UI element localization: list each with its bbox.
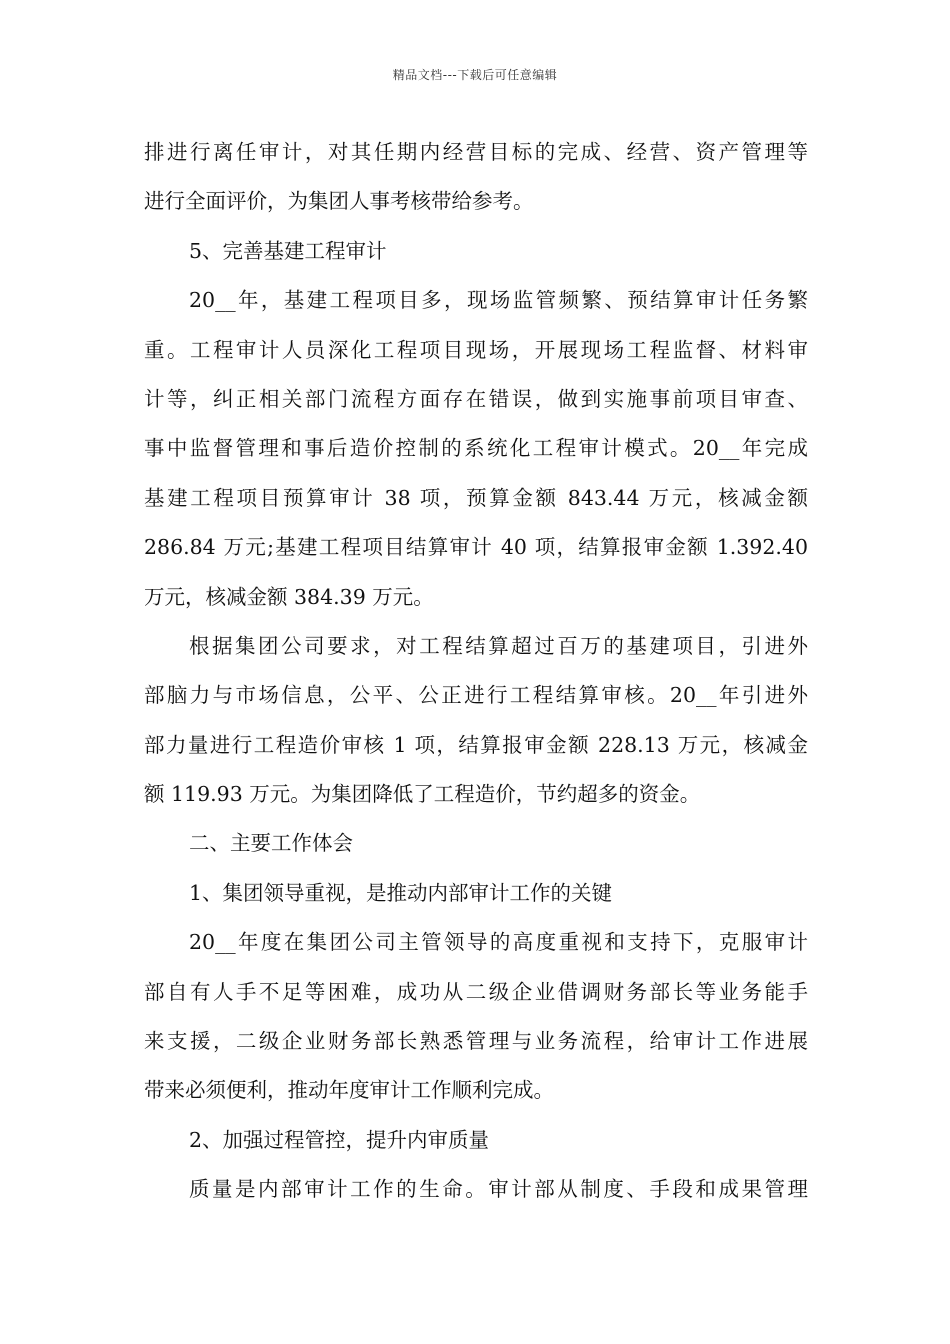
text-line: 带来必须便利，推动年度审计工作顺利完成。	[144, 1078, 554, 1103]
text-line: 20__年度在集团公司主管领导的高度重视和支持下，克服审计	[189, 930, 808, 955]
section-heading: 二、主要工作体会	[189, 831, 353, 856]
text-line: 事中监督管理和事后造价控制的系统化工程审计模式。20__年完成	[144, 436, 808, 461]
page-header: 精品文档---下载后可任意编辑	[392, 68, 558, 82]
text-line: 部自有人手不足等困难，成功从二级企业借调财务部长等业务能手	[144, 979, 808, 1004]
text-line: 进行全面评价，为集团人事考核带给参考。	[144, 189, 534, 214]
text-line: 额 119.93 万元。为集团降低了工程造价，节约超多的资金。	[144, 782, 701, 807]
text-line: 重。工程审计人员深化工程项目现场，开展现场工程监督、材料审	[144, 337, 808, 362]
section-heading: 1、集团领导重视，是推动内部审计工作的关键	[189, 880, 613, 905]
text-line: 部力量进行工程造价审核 1 项，结算报审金额 228.13 万元，核减金	[144, 732, 808, 757]
document-body	[144, 128, 808, 1215]
text-line: 基建工程项目预算审计 38 项，预算金额 843.44 万元，核减金额	[144, 485, 808, 510]
text-line: 部脑力与市场信息，公平、公正进行工程结算审核。20__年引进外	[144, 683, 808, 708]
text-line: 排进行离任审计，对其任期内经营目标的完成、经营、资产管理等	[144, 140, 808, 164]
section-heading: 5、完善基建工程审计	[189, 238, 387, 263]
text-line: 20__年，基建工程项目多，现场监管频繁、预结算审计任务繁	[189, 288, 808, 313]
text-line: 286.84 万元;基建工程项目结算审计 40 项，结算报审金额 1.392.40	[144, 535, 808, 560]
text-line: 来支援，二级企业财务部长熟悉管理与业务流程，给审计工作进展	[144, 1029, 808, 1054]
text-line: 计等，纠正相关部门流程方面存在错误，做到实施事前项目审查、	[144, 386, 808, 411]
text-line: 根据集团公司要求，对工程结算超过百万的基建项目，引进外	[189, 633, 808, 658]
text-line: 万元，核减金额 384.39 万元。	[144, 584, 434, 609]
text-line: 质量是内部审计工作的生命。审计部从制度、手段和成果管理	[189, 1177, 808, 1202]
section-heading: 2、加强过程管控，提升内审质量	[189, 1127, 490, 1152]
